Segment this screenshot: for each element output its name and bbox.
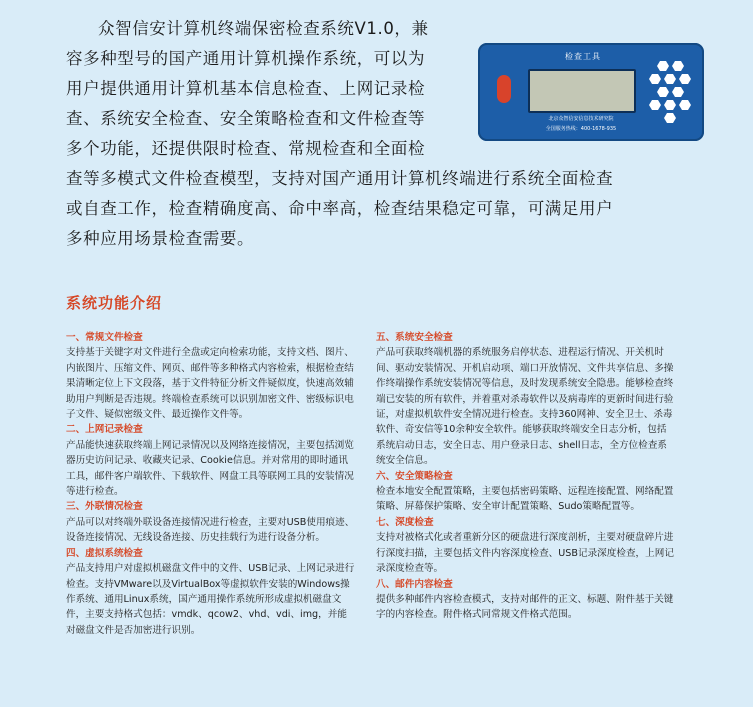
feature-title: 四、虚拟系统检查 [66, 547, 143, 559]
feature-item [66, 499, 356, 545]
hexagon-logo-icon [638, 57, 698, 133]
feature-text: 提供多种邮件内容检查模式，支持对邮件的正文、标题、附件基于关键字的内容检查。附件格式同常规文件格式范围。 [376, 593, 674, 621]
feature-item [66, 330, 356, 422]
intro-line: 多个功能，还提供限时检查、常规检查和全面检 [66, 139, 426, 158]
device-phone: 全国服务热线：400-1678-935 [545, 126, 617, 132]
intro-line: 多种应用场景检查需要。 [66, 229, 255, 248]
feature-item [66, 422, 356, 499]
feature-title: 一、常规文件检查 [66, 332, 143, 343]
feature-column-left [66, 330, 356, 638]
feature-item [376, 469, 676, 515]
feature-text: 产品可以对终端外联设备连接情况进行检查，主要对USB使用痕迹、设备连接情况、无线设备连接、历史挂载行为进行设备分析。 [66, 516, 355, 544]
section-title: 系统功能介绍 [66, 294, 163, 312]
feature-text: 检查本地安全配置策略，主要包括密码策略、远程连接配置、网络配置策略、屏幕保护策略、安全审计配置策略、Sudo策略配置等。 [376, 486, 674, 513]
intro-line: 众智信安计算机终端保密检查系统V1.0，兼 [98, 19, 429, 38]
feature-title: 六、安全策略检查 [376, 470, 453, 482]
feature-text: 产品支持用户对虚拟机磁盘文件中的文件、USB记录、上网记录进行检查。支持VMware以及VirtualBox等虚拟软件安装的Windows操作系统、通用Linux系统，国产通用操作系统所形成虚拟机磁盘文件，主要支持格式包括：vmdk、qcow2、vhd、vdi、img，并能对磁盘文件是否加密进行识别。 [66, 563, 355, 636]
intro-line: 用户提供通用计算机基本信息检查、上网记录检 [66, 79, 426, 98]
device-screen [528, 69, 636, 113]
feature-title: 七、深度检查 [376, 516, 434, 528]
feature-title: 五、系统安全检查 [376, 332, 453, 343]
intro-line: 查、系统安全检查、安全策略检查和文件检查等 [66, 109, 426, 128]
feature-item [376, 515, 676, 577]
intro-line: 或自查工作，检查精确度高、命中率高，检查结果稳定可靠，可满足用户 [66, 199, 614, 218]
feature-text: 支持基于关键字对文件进行全盘或定向检索功能，支持文档、图片、内嵌图片、压缩文件、网页、邮件等多种格式内容检索，根据检查结果清晰定位上下文段落，基于文件特征分析文件疑似度，快速高效辅助用户判断是否违规。终端检查系统可以识别加密文件、密级标识电子文件、疑似密级文件、最近操作文件等。 [66, 347, 354, 421]
feature-item [376, 577, 676, 623]
feature-column-right [376, 330, 676, 623]
feature-title: 二、上网记录检查 [66, 424, 143, 436]
feature-title: 三、外联情况检查 [66, 501, 143, 513]
device-title: 检查工具 [565, 52, 601, 61]
feature-title: 八、邮件内容检查 [376, 578, 453, 590]
device-org: 北京众智信安信息技术研究院 [548, 116, 614, 122]
feature-text: 产品可获取终端机器的系统服务启停状态、进程运行情况、开关机时间、驱动安装情况、开机启动项、端口开放情况、文件共享信息、多操作终端操作系统安装情况等信息，及时发现系统安全隐患。能够检查终端已安装的所有软件，并着重对杀毒软件以及病毒库的更新时间进行验证，对虚拟机软件安全情况进行检查。支持360网神、安全卫士、杀毒软件、奇安信等10余种安全软件。能够获取终端安全日志分析，包括系统启动日志，安全日志、用户登录日志、shell日志，全方位检查系统安全信息。 [376, 347, 674, 467]
intro-line: 查等多模式文件检查模型，支持对国产通用计算机终端进行系统全面检查 [66, 169, 614, 188]
feature-text: 产品能快速获取终端上网记录情况以及网络连接情况，主要包括浏览器历史访问记录、收藏夹记录、Cookie信息。并对常用的即时通讯工具，邮件客户端软件、下载软件、网盘工具等联网工具的安装情况等进行检查。 [66, 439, 354, 498]
feature-text: 支持对被格式化或者重新分区的硬盘进行深度剖析，主要对硬盘碎片进行深度扫描，主要包括文件内容深度检查、USB记录深度检查，上网记录深度检查等。 [376, 532, 674, 575]
intro-line: 容多种型号的国产通用计算机操作系统，可以为 [66, 49, 426, 68]
feature-item [376, 330, 676, 469]
device-button [497, 75, 511, 103]
feature-item [66, 546, 356, 638]
device-image [478, 43, 704, 141]
